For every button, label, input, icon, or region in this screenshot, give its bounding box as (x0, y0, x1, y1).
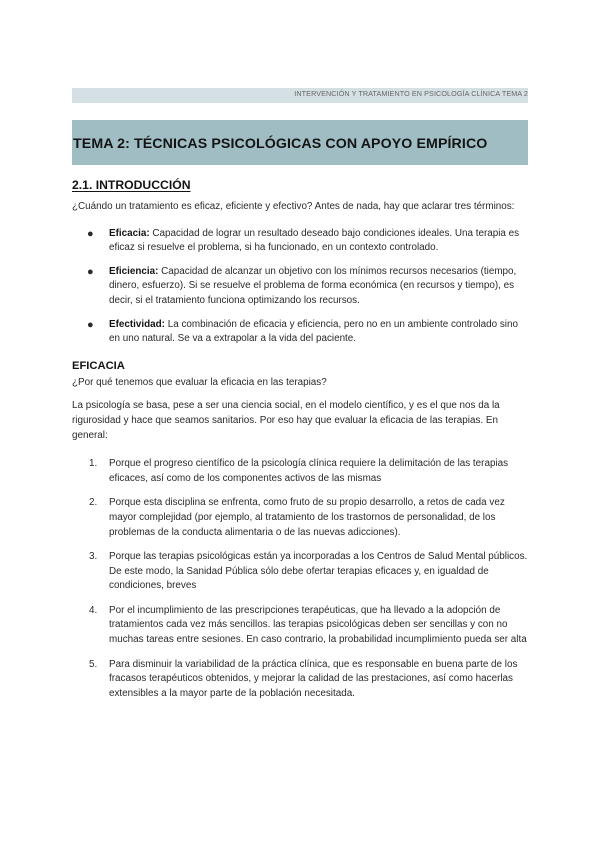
subsection-heading: EFICACIA (72, 359, 125, 372)
bullet-icon: ● (87, 318, 94, 331)
definitions-list (72, 227, 528, 347)
reason-item (72, 457, 528, 486)
reason-number: 5. (89, 658, 98, 670)
definition-term: Eficacia: (109, 227, 150, 239)
reason-text: Por el incumplimiento de las prescripciones terapéuticas, que ha llevado a la adopción de tratamientos cada vez más sencillos. las terapias psicológicas deben ser sencillas y con no muchas tareas entre sesiones. En caso contrario, la probabilidad incumplimiento pueda ser alta (109, 604, 527, 646)
chapter-title-banner (72, 120, 528, 165)
definition-text: Capacidad de alcanzar un objetivo con los mínimos recursos necesarios (tiempo, dinero, esfuerzo). Si se resuelve el problema de forma económica (en recursos y tiempo), es decir, si el tratamiento funciona optimizando los recursos. (109, 265, 517, 306)
bullet-icon: ● (87, 227, 94, 240)
definition-item (72, 265, 528, 309)
chapter-title: TEMA 2: TÉCNICAS PSICOLÓGICAS CON APOYO EMPÍRICO (73, 136, 488, 152)
bullet-icon: ● (87, 265, 94, 278)
page-content (72, 178, 528, 711)
intro-paragraph: ¿Cuándo un tratamiento es eficaz, eficiente y efectivo? Antes de nada, hay que aclarar tres términos: (72, 201, 515, 212)
reason-text: Para disminuir la variabilidad de la práctica clínica, que es responsable en buena parte de los fracasos terapéuticos obtenidos, y mejorar la calidad de las prestaciones, así como hacerlas extensibles a la mayor parte de la población necesitada. (109, 658, 518, 699)
reason-number: 4. (89, 604, 98, 616)
running-header (72, 88, 528, 103)
reason-item (72, 550, 528, 594)
reason-text: Porque el progreso científico de la psicología clínica requiere la delimitación de las terapias eficaces, así como de los componentes activos de las mismas (109, 458, 509, 484)
definition-term: Eficiencia: (109, 265, 159, 277)
definition-term: Efectividad: (109, 318, 165, 330)
question-paragraph: ¿Por qué tenemos que evaluar la eficacia en las terapias? (72, 376, 327, 388)
reason-item (72, 604, 528, 648)
reason-text: Porque esta disciplina se enfrenta, como fruto de su propio desarrollo, a retos de cada vez mayor complejidad (por ejemplo, al tratamiento de los trastornos de personalidad, de los problemas de la conducta alimentaria o de las nuevas adicciones). (109, 497, 505, 538)
definition-item (72, 318, 528, 347)
section-heading: 2.1. INTRODUCCIÓN (72, 178, 191, 192)
reason-item (72, 496, 528, 540)
definition-item (72, 227, 528, 256)
reason-number: 3. (89, 551, 98, 563)
reason-item (72, 658, 528, 702)
definition-text: La combinación de eficacia y eficiencia, pero no en un ambiente controlado sino en uno natural. Se va a extrapolar a la vida del paciente. (109, 318, 518, 345)
body-paragraph: La psicología se basa, pese a ser una ciencia social, en el modelo científico, y es el que nos da la rigurosidad y hace que seamos sanitarios. Por eso hay que evaluar la eficacia de las terapias. En general: (72, 400, 500, 441)
reason-text: Porque las terapias psicológicas están ya incorporadas a los Centros de Salud Mental públicos. De este modo, la Sanidad Pública sólo debe ofertar terapias eficaces y, en igualdad de condiciones, breves (109, 551, 528, 592)
reason-number: 2. (89, 497, 98, 509)
running-header-text: INTERVENCIÓN Y TRATAMIENTO EN PSICOLOGÍA CLÍNICA TEMA 2 (294, 89, 528, 98)
reason-number: 1. (89, 458, 98, 470)
reasons-list (72, 457, 528, 701)
definition-text: Capacidad de lograr un resultado deseado bajo condiciones ideales. Una terapia es eficaz si resuelve el problema, si ha funcionado, en un contexto controlado. (109, 227, 520, 254)
